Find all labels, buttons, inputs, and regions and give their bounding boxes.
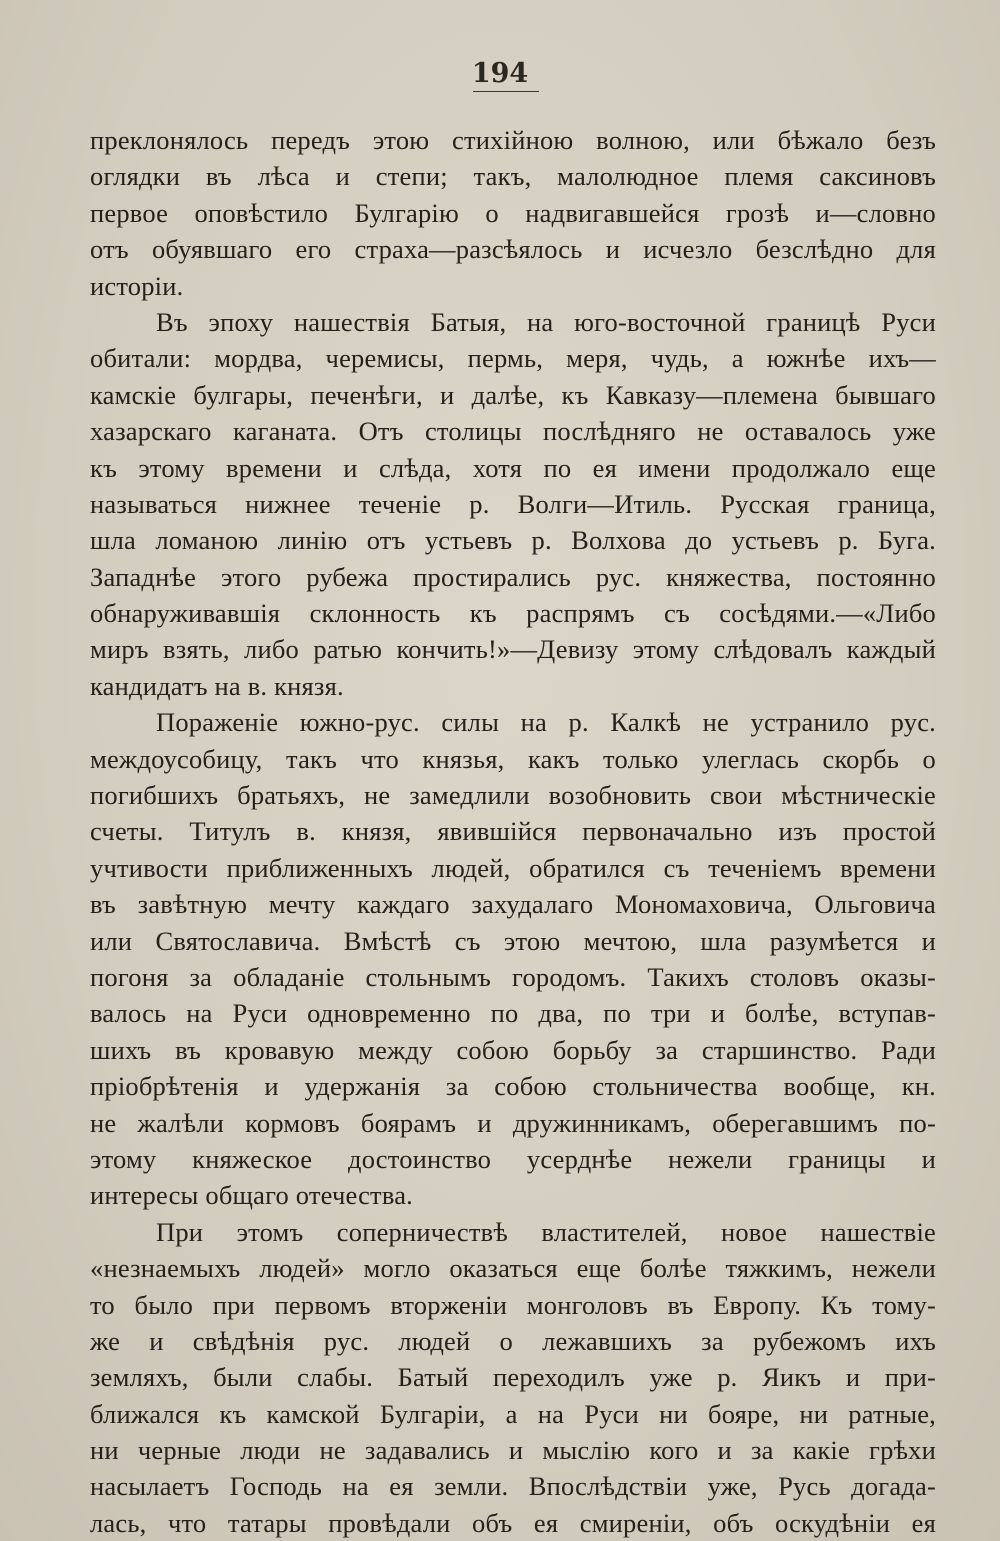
page-number: 194: [471, 58, 529, 89]
text-line: исторiи.: [90, 270, 184, 301]
text-line: валось на Руси одновременно по два, по три и болѣе, вступав-: [90, 998, 936, 1029]
text-line: преклонялось передъ этою стихiйною волною, или бѣжало безъ: [90, 125, 936, 155]
text-line: обитали: мордва, черемисы, пермь, меря, чудь, а южнѣе ихъ—: [90, 343, 936, 374]
text-line: къ этому времени и слѣда, хотя по ея имени продолжало еще: [90, 452, 936, 483]
text-line: ближался къ камской Булгарiи, а на Руси ни бояре, ни ратные,: [90, 1398, 936, 1429]
text-line: то было при первомъ вторженiи монголовъ въ Европу. Къ тому-: [90, 1289, 936, 1320]
text-line: миръ взять, либо ратью кончить!»—Девизу этому слѣдовалъ каждый: [90, 634, 936, 665]
text-line: насылаетъ Господь на ея земли. Впослѣдствiи уже, Русь догада-: [90, 1471, 936, 1502]
text-line: лась, что татары провѣдали объ ея смиренiи, объ оскудѣнiи ея: [90, 1507, 936, 1538]
text-line: обнаруживавшiя склонность къ распрямъ съ сосѣдями.—«Либо: [90, 598, 936, 629]
body-text: [90, 122, 936, 1541]
text-line: земляхъ, были слабы. Батый переходилъ уже р. Яикъ и при-: [90, 1362, 936, 1393]
text-line: же и свѣдѣнiя рус. людей о лежавшихъ за рубежомъ ихъ: [90, 1325, 936, 1356]
text-line: ни черные люди не задавались и мыслiю кого и за какiе грѣхи: [90, 1435, 936, 1466]
text-line: этому княжеское достоинство усерднѣе нежели границы и: [90, 1143, 936, 1174]
text-line: или Святославича. Вмѣстѣ съ этою мечтою, шла разумѣется и: [90, 925, 936, 956]
text-line: Пораженiе южно-рус. силы на р. Калкѣ не устранило рус.: [156, 707, 936, 738]
text-line: интересы общаго отечества.: [90, 1180, 413, 1211]
text-line: При этомъ соперничествѣ властителей, новое нашествiе: [156, 1216, 936, 1247]
text-line: Западнѣе этого рубежа простирались рус. княжества, постоянно: [90, 561, 936, 592]
text-line: въ завѣтную мечту каждаго захудалаго Мономаховича, Ольговича: [90, 889, 936, 920]
text-line: кандидатъ на в. князя.: [90, 670, 344, 701]
text-line: учтивости приближенныхъ людей, обратился съ теченiемъ времени: [90, 852, 936, 883]
text-line: оглядки въ лѣса и степи; такъ, малолюдное племя саксиновъ: [90, 161, 936, 192]
text-line: междоусобицу, такъ что князья, какъ только улеглась скорбь о: [90, 743, 936, 774]
text-line: «незнаемыхъ людей» могло оказаться еще болѣе тяжкимъ, нежели: [90, 1253, 936, 1284]
text-line: первое оповѣстило Булгарiю о надвигавшейся грозѣ и—словно: [90, 197, 936, 228]
text-line: шла ломаною линiю отъ устьевъ р. Волхова до устьевъ р. Буга.: [90, 525, 936, 556]
text-line: прiобрѣтенiя и удержанiя за собою стольничества вообще, кн.: [90, 1071, 936, 1102]
text-line: шихъ въ кровавую между собою борьбу за старшинство. Ради: [90, 1034, 936, 1065]
text-line: отъ обуявшаго его страха—разсѣялось и исчезло безслѣдно для: [90, 234, 936, 265]
page-number-rule: [473, 91, 539, 92]
text-line: Въ эпоху нашествiя Батыя, на юго-восточной границѣ Руси: [156, 306, 936, 337]
text-line: называться нижнее теченiе р. Волги—Итиль. Русская граница,: [90, 488, 936, 519]
text-line: погоня за обладанiе стольнымъ городомъ. Такихъ столовъ оказы-: [90, 961, 936, 992]
text-line: погибшихъ братьяхъ, не замедлили возобновить свои мѣстническiе: [90, 780, 936, 811]
text-line: хазарскаго каганата. Отъ столицы послѣдняго не оставалось уже: [90, 416, 936, 447]
text-line: не жалѣли кормовъ боярамъ и дружинникамъ, оберегавшимъ по-: [90, 1107, 936, 1138]
text-line: счеты. Титулъ в. князя, явившiйся первоначально изъ простой: [90, 816, 936, 847]
text-line: камскiе булгары, печенѣги, и далѣе, къ Кавказу—племена бывшаго: [90, 379, 936, 410]
